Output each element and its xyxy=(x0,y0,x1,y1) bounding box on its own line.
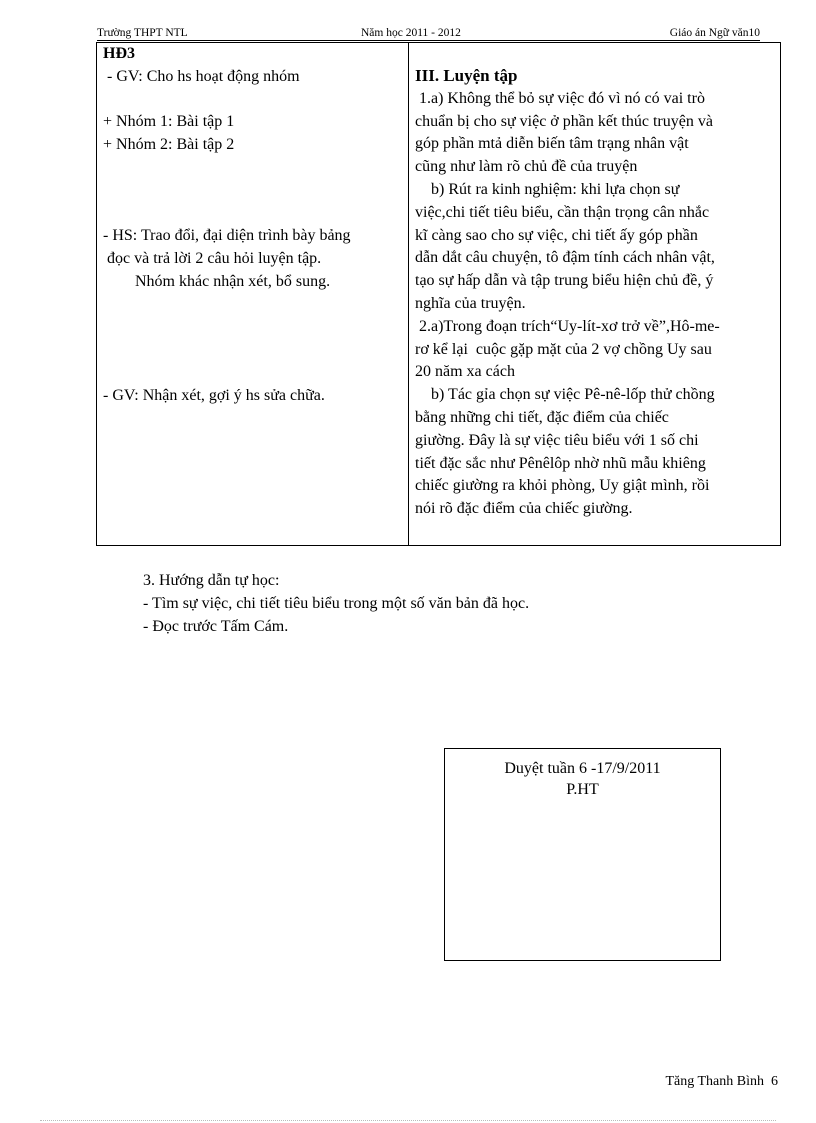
activity-title: HĐ3 xyxy=(103,45,135,62)
teacher-task: - GV: Cho hs hoạt động nhóm xyxy=(103,67,300,85)
group-1: + Nhóm 1: Bài tập 1 xyxy=(103,113,235,131)
content-line: 2.a)Trong đoạn trích“Uy-lít-xơ trở về”,Hô-me- xyxy=(415,317,720,335)
content-line: bằng những chi tiết, đặc điểm của chiếc xyxy=(415,408,669,426)
student-task-line-1: - HS: Trao đổi, đại diện trình bày bảng xyxy=(103,227,351,245)
approval-box xyxy=(444,748,721,961)
approver-title: P.HT xyxy=(566,781,599,798)
page-edge xyxy=(40,1120,776,1121)
activities-column xyxy=(103,43,403,408)
content-line: góp phần mtả diễn biến tâm trạng nhân vật xyxy=(415,135,689,153)
student-task-line-2: đọc và trả lời 2 câu hỏi luyện tập. xyxy=(103,250,322,268)
content-column xyxy=(415,65,775,521)
section-title: III. Luyện tập xyxy=(415,66,518,85)
content-line: rơ kể lại cuộc gặp mặt của 2 vợ chồng Uy sau xyxy=(415,340,712,358)
content-line: tạo sự hấp dẫn và tập trung biểu hiện chủ đề, ý xyxy=(415,272,714,290)
content-line: b) Tác gỉa chọn sự việc Pê-nê-lốp thử chồng xyxy=(415,386,715,404)
content-line: 20 năm xa cách xyxy=(415,363,515,381)
self-study-instructions xyxy=(143,569,529,638)
student-task-line-3: Nhóm khác nhận xét, bổ sung. xyxy=(103,272,331,290)
group-2: + Nhóm 2: Bài tập 2 xyxy=(103,136,235,154)
content-line: cũng như làm rõ chủ đề của truyện xyxy=(415,158,638,176)
content-line: dẫn dắt câu chuyện, tô đậm tính cách nhân vật, xyxy=(415,249,715,267)
content-line: nghĩa của truyện. xyxy=(415,294,526,312)
content-line: nói rõ đặc điểm của chiếc giường. xyxy=(415,500,633,518)
school-year: Năm học 2011 - 2012 xyxy=(361,27,461,39)
page-footer: Tăng Thanh Bình 6 xyxy=(665,1074,778,1089)
instruction-item: - Tìm sự việc, chi tiết tiêu biểu trong một số văn bản đã học. xyxy=(143,595,530,612)
instruction-item: - Đọc trước Tấm Cám. xyxy=(143,618,289,635)
content-line: tiết đặc sắc như Pênêlôp nhờ nhũ mẫu khiêng xyxy=(415,454,706,472)
school-name: Trường THPT NTL xyxy=(97,27,188,39)
content-line: việc,chi tiết tiêu biểu, cần thận trọng cân nhắc xyxy=(415,203,710,221)
approval-date: Duyệt tuần 6 -17/9/2011 xyxy=(504,760,661,777)
content-line: chiếc giường ra khỏi phòng, Uy giật mình, rồi xyxy=(415,477,710,495)
page-header xyxy=(97,26,760,41)
teacher-review: - GV: Nhận xét, gợi ý hs sửa chữa. xyxy=(103,386,325,404)
content-line: b) Rút ra kinh nghiệm: khi lựa chọn sự xyxy=(415,180,680,198)
content-line: giường. Đây là sự việc tiêu biểu với 1 số chi xyxy=(415,431,699,449)
content-line: chuẩn bị cho sự việc ở phần kết thúc truyện và xyxy=(415,112,713,130)
lesson-table xyxy=(96,42,781,546)
content-line: 1.a) Không thể bỏ sự việc đó vì nó có vai trò xyxy=(415,89,705,107)
content-line: kĩ càng sao cho sự việc, chi tiết ấy góp phần xyxy=(415,226,698,244)
instructions-title: 3. Hướng dẫn tự học: xyxy=(143,572,280,589)
column-divider xyxy=(408,43,409,545)
subject-title: Giáo án Ngữ văn10 xyxy=(669,27,760,39)
